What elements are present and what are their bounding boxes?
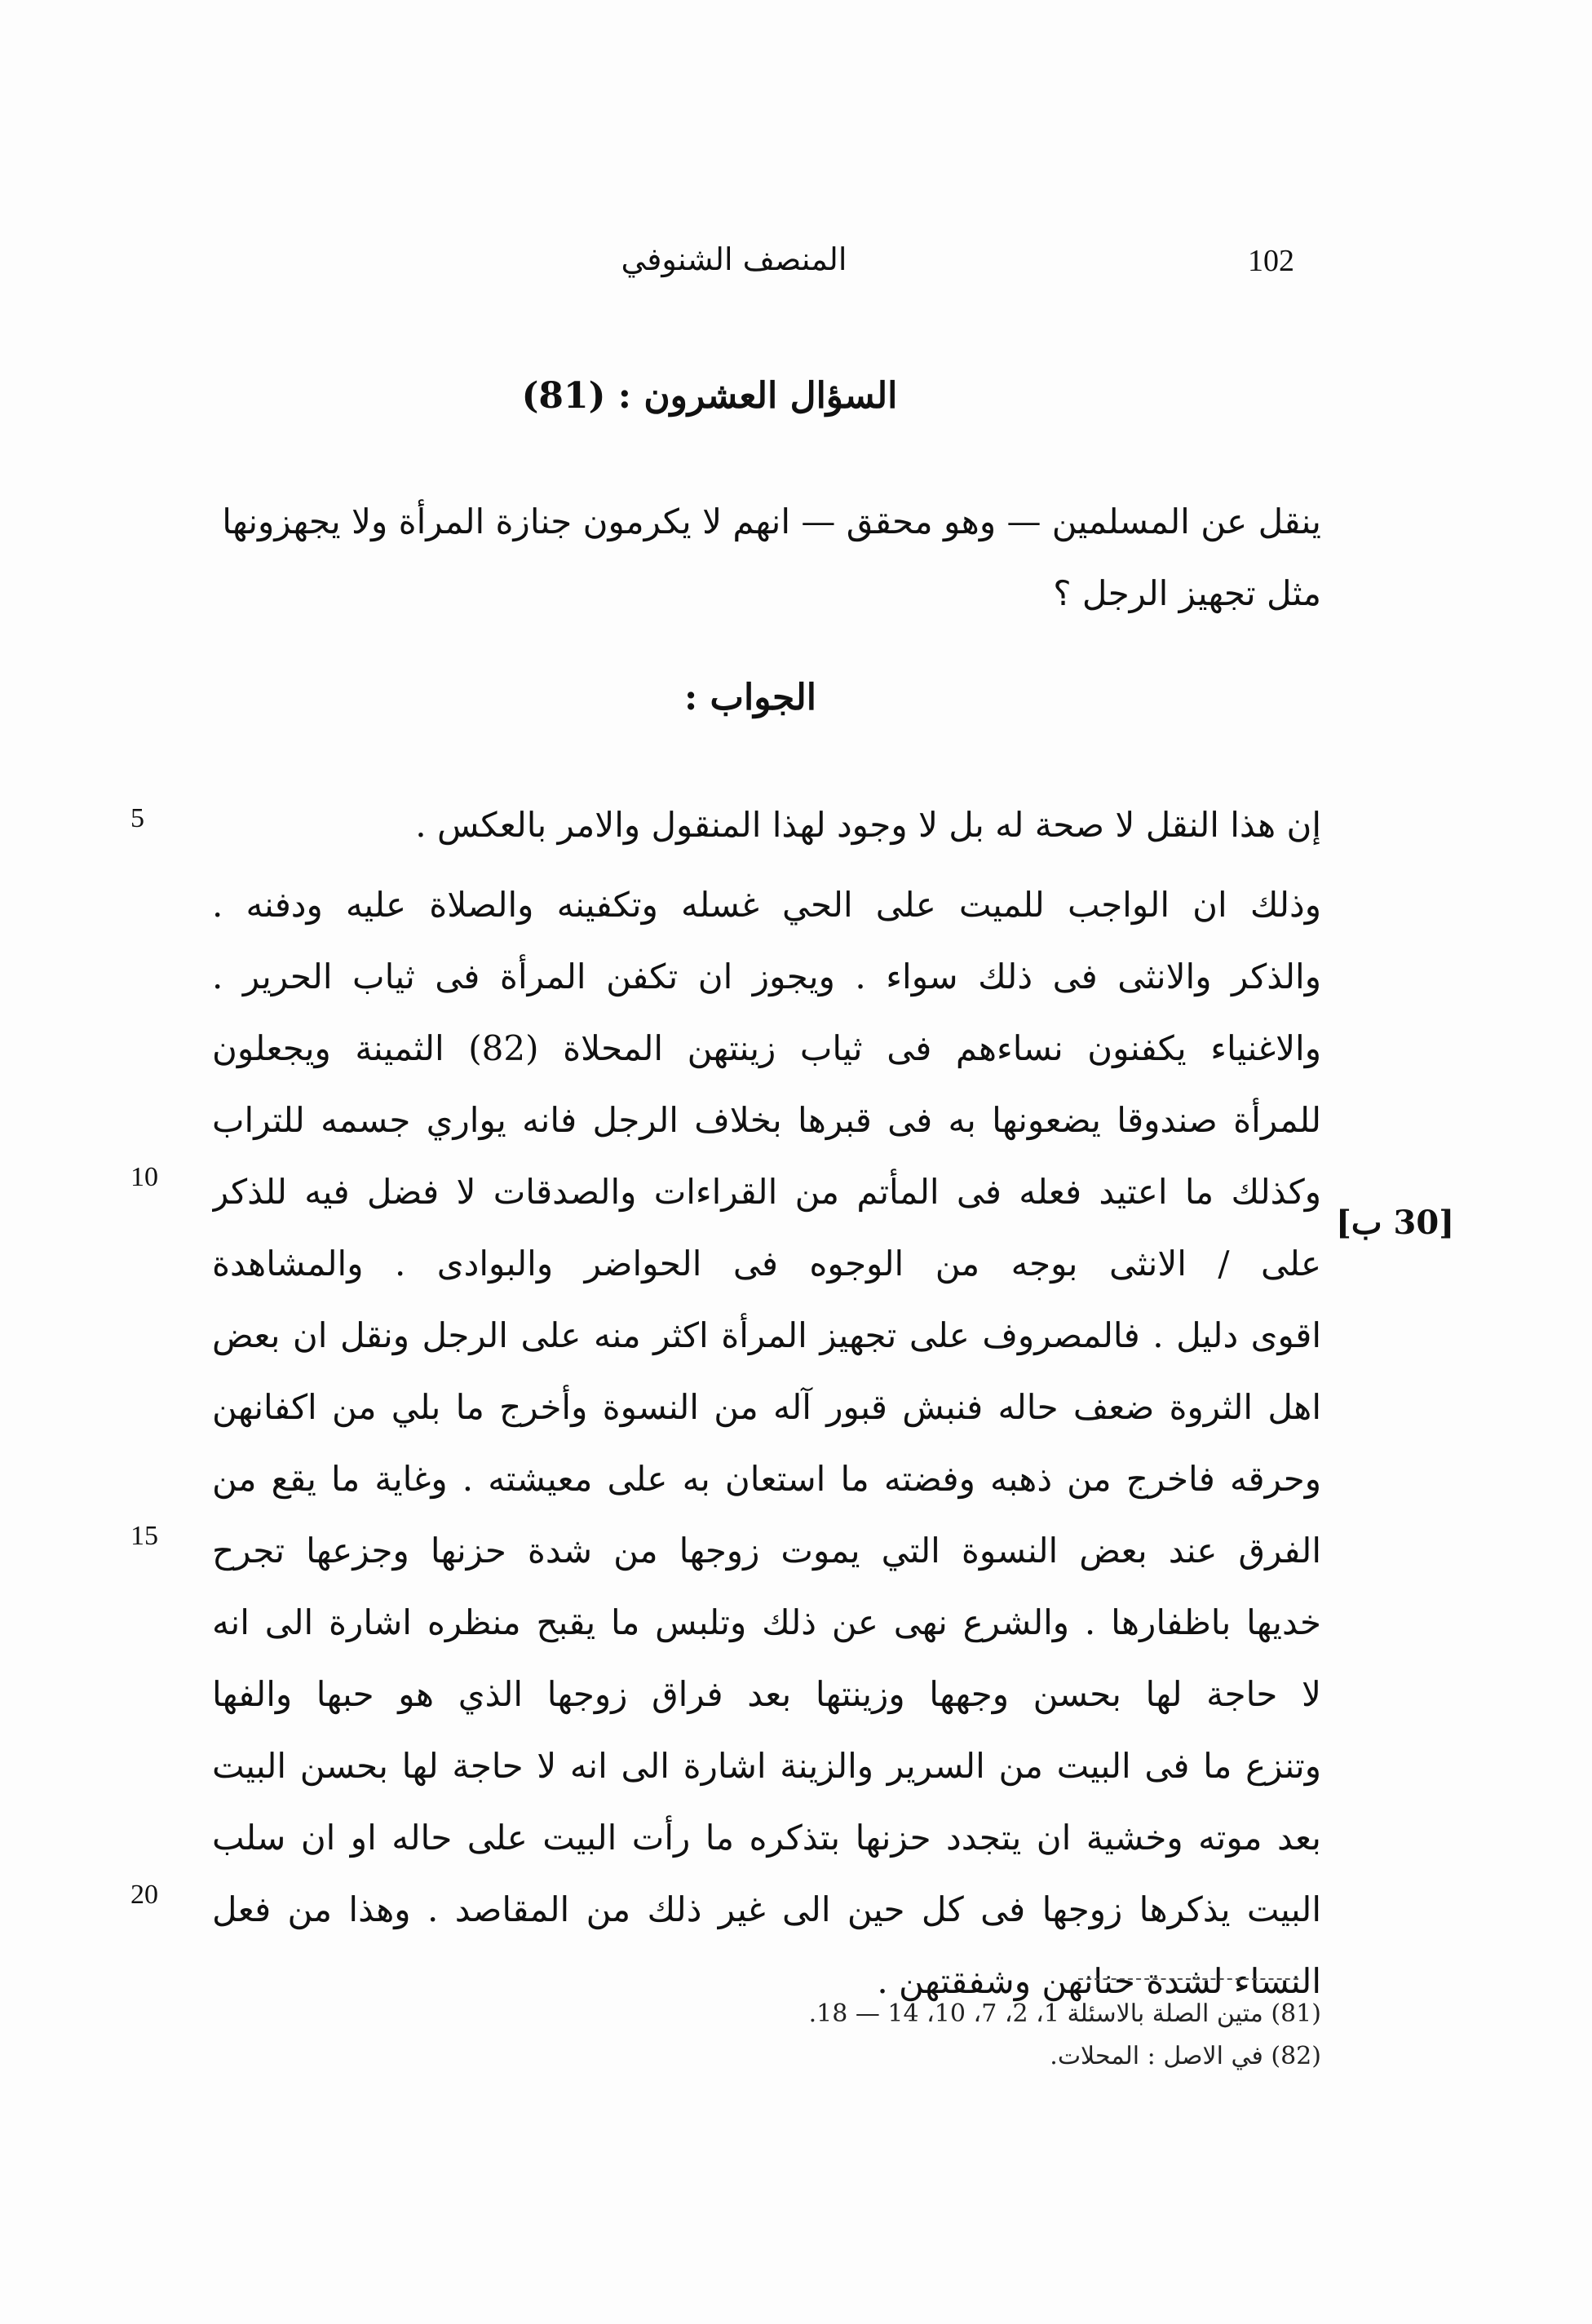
text-line: وحرقه فاخرج من ذهبه وفضته ما استعان به على معيشته . وغاية ما يقع من xyxy=(212,1459,1321,1499)
text-line: النساء لشدة حنانهن وشفقتهن . xyxy=(877,1961,1321,2001)
text-line: البيت يذكرها زوجها فى كل حين الى غير ذلك من المقاصد . وهذا من فعل xyxy=(212,1889,1321,1929)
answer-first-line: إن هذا النقل لا صحة له بل لا وجود لهذا المنقول والامر بالعكس . xyxy=(415,805,1321,845)
footnote-divider xyxy=(1078,1978,1298,1980)
text-line: وكذلك ما اعتيد فعله فى المأتم من القراءات والصدقات لا فضل فيه للذكر xyxy=(212,1172,1321,1212)
line-number: 5 xyxy=(130,803,144,833)
text-line: لا حاجة لها بحسن وجهها وزينتها بعد فراق زوجها الذي هو حبها والفها xyxy=(212,1674,1321,1714)
line-number: 20 xyxy=(130,1880,158,1910)
text-line: وتنزع ما فى البيت من السرير والزينة اشارة الى انه لا حاجة لها بحسن البيت xyxy=(212,1746,1321,1786)
folio-marker: [30 ب] xyxy=(1336,1204,1455,1242)
text-line: خديها باظفارها . والشرع نهى عن ذلك وتلبس ما يقبح منظره اشارة الى انه xyxy=(212,1602,1321,1642)
line-number: 15 xyxy=(130,1521,158,1551)
running-title: المنصف الشنوفي xyxy=(621,241,847,277)
question-heading: السؤال العشرون : (81) xyxy=(521,375,898,417)
answer-body xyxy=(212,869,1321,2017)
question-text: ينقل عن المسلمين — وهو محقق — انهم لا يكرمون جنازة المرأة ولا يجهزونها مثل تجهيز الرجل ؟ xyxy=(222,501,1321,613)
page-number: 102 xyxy=(1248,244,1294,278)
text-line: وذلك ان الواجب للميت على الحي غسله وتكفينه والصلاة عليه ودفنه . xyxy=(212,885,1321,925)
footnote: (82) في الاصل : المحلات. xyxy=(1050,2042,1321,2070)
line-number: 10 xyxy=(130,1162,158,1192)
text-line: بعد موته وخشية ان يتجدد حزنها بتذكره ما رأت البيت على حاله او ان سلب xyxy=(212,1818,1321,1858)
text-line: والاغنياء يكفنون نساءهم فى ثياب زينتهن المحلاة (82) الثمينة ويجعلون xyxy=(212,1028,1321,1068)
text-line: اقوى دليل . فالمصروف على تجهيز المرأة اكثر منه على الرجل ونقل ان بعض xyxy=(212,1315,1321,1355)
text-line: على / الانثى بوجه من الوجوه فى الحواضر والبوادى . والمشاهدة xyxy=(212,1244,1321,1284)
footnote: (81) متين الصلة بالاسئلة 1، 2، 7، 10، 14 — 18. xyxy=(808,1999,1321,2028)
text-line: والذكر والانثى فى ذلك سواء . ويجوز ان تكفن المرأة فى ثياب الحرير . xyxy=(212,957,1321,996)
text-line: للمرأة صندوقا يضعونها به فى قبرها بخلاف الرجل فانه يواري جسمه للتراب xyxy=(212,1100,1321,1140)
answer-heading: الجواب : xyxy=(684,677,816,718)
text-line: اهل الثروة ضعف حاله فنبش قبور آله من النسوة وأخرج ما بلي من اكفانهن xyxy=(212,1387,1321,1427)
text-line: الفرق عند بعض النسوة التي يموت زوجها من شدة حزنها وجزعها تجرح xyxy=(212,1531,1321,1571)
